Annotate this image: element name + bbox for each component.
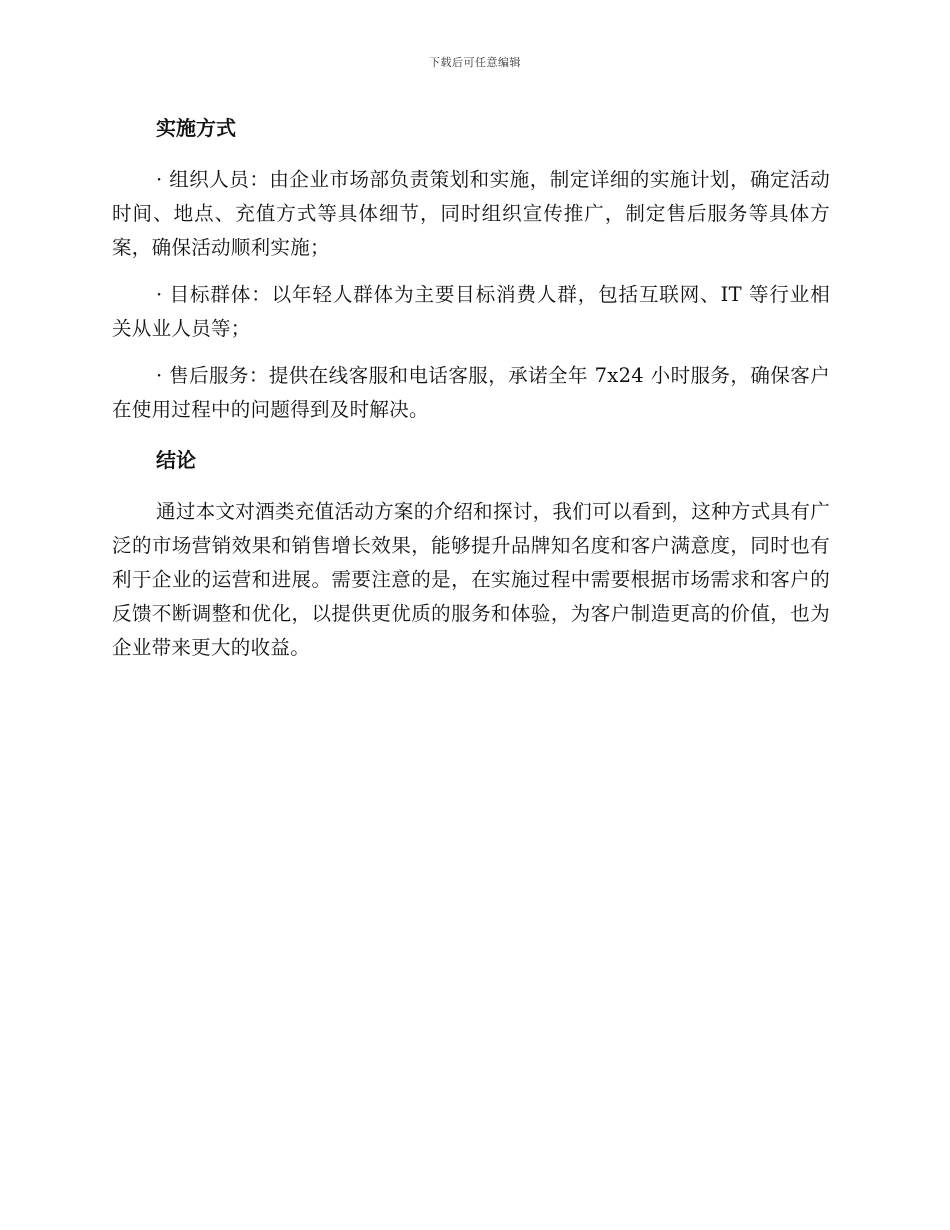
paragraph-conclusion: 通过本文对酒类充值活动方案的介绍和探讨，我们可以看到，这种方式具有广泛的市场营销效果和销售增长效果，能够提升品牌知名度和客户满意度，同时也有利于企业的运营和进展。需要注意的是，在实施过程中需要根据市场需求和客户的反馈不断调整和优化，以提供更优质的服务和体验，为客户制造更高的价值，也为企业带来更大的收益。 [112, 500, 830, 659]
paragraph-target-group: · 目标群体：以年轻人群体为主要目标消费人群，包括互联网、IT 等行业相关从业人员等； [112, 283, 830, 340]
page-header-note: 下载后可任意编辑 [429, 56, 521, 69]
paragraph-after-sales: · 售后服务：提供在线客服和电话客服，承诺全年 7x24 小时服务，确保客户在使用过程中的问题得到及时解决。 [112, 364, 830, 421]
section-heading-implementation: 实施方式 [156, 116, 236, 140]
document-body [112, 108, 830, 665]
paragraph-organization: · 组织人员：由企业市场部负责策划和实施，制定详细的实施计划，确定活动时间、地点、充值方式等具体细节，同时组织宣传推广，制定售后服务等具体方案，确保活动顺利实施； [112, 168, 830, 259]
section-heading-conclusion: 结论 [156, 448, 196, 472]
